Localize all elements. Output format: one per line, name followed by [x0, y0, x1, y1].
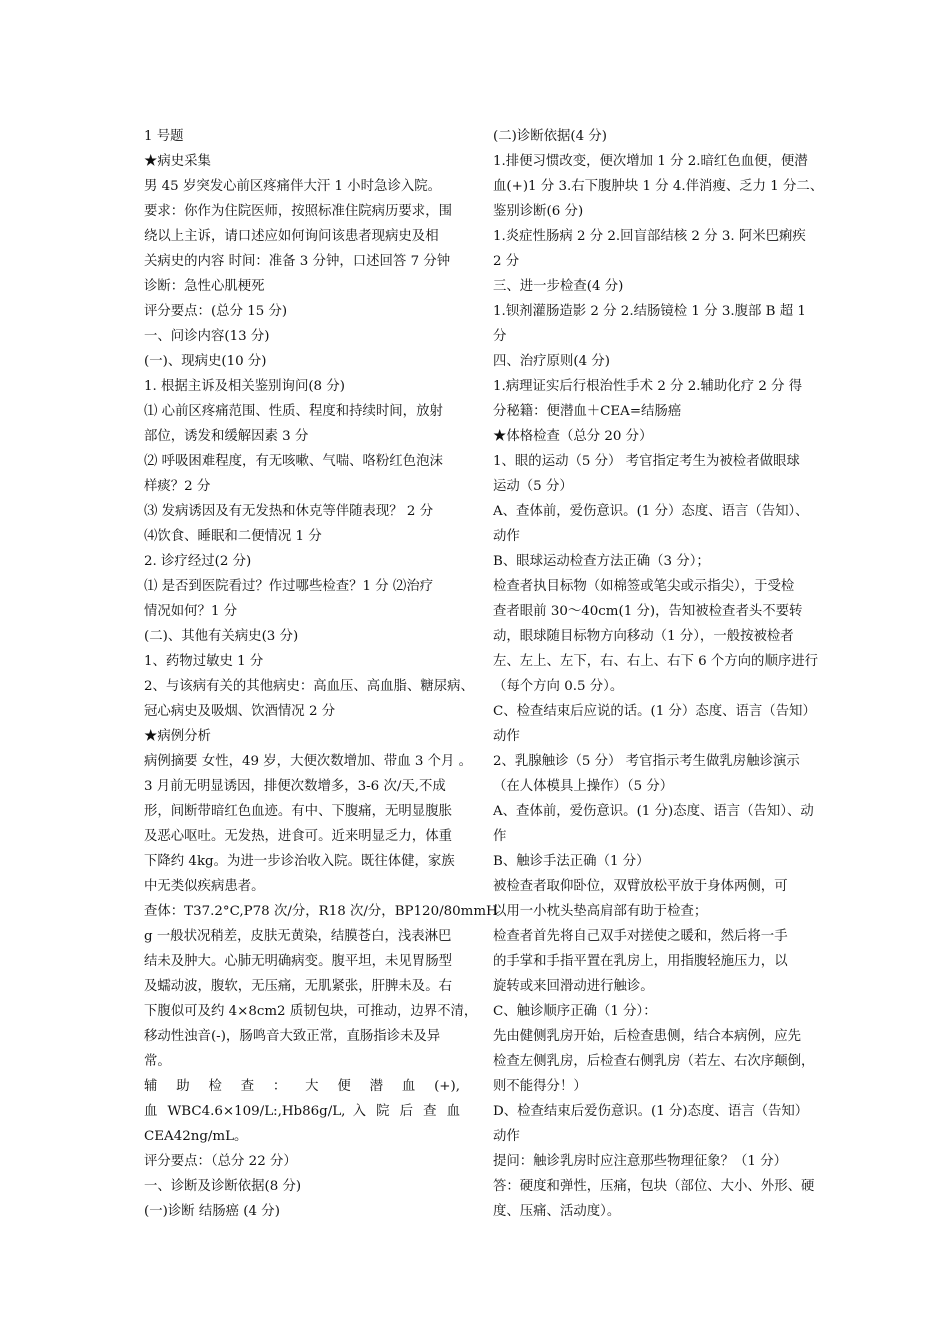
- text-line: 情况如何？1 分: [144, 604, 238, 619]
- text-line: ⑶ 发病诱因及有无发热和休克等伴随表现？ 2 分: [144, 504, 434, 519]
- text-line: 关病史的内容 时间：准备 3 分钟，口述回答 7 分钟: [144, 254, 451, 269]
- text-line: 检查者首先将自己双手对搓使之暖和，然后将一手: [493, 929, 788, 944]
- text-line: 1.排便习惯改变，便次增加 1 分 2.暗红色血便，便潜: [493, 154, 808, 169]
- text-line: (二)、其他有关病史(3 分): [144, 629, 299, 644]
- left-column: [144, 124, 498, 1224]
- text-line: 1.病理证实后行根治性手术 2 分 2.辅助化疗 2 分 得: [493, 379, 803, 394]
- text-line: 一、问诊内容(13 分): [144, 329, 270, 344]
- text-line: B、触诊手法正确（1 分）: [493, 854, 650, 869]
- text-line: 中无类似疾病患者。: [144, 879, 265, 894]
- text-line: 四、治疗原则(4 分): [493, 354, 610, 369]
- text-line: 结未及肿大。心肺无明确病变。腹平坦，未见胃肠型: [144, 954, 452, 969]
- text-line: 答：硬度和弹性，压痛，包块（部位、大小、外形、硬: [493, 1179, 815, 1194]
- text-line: 下腹似可及约 4×8cm2 质韧包块，可推动，边界不清，: [144, 1004, 478, 1019]
- text-line: 绕以上主诉，请口述应如何询问该患者现病史及相: [144, 229, 439, 244]
- text-line: (二)诊断依据(4 分): [493, 129, 608, 144]
- text-line: 被检查者取仰卧位，双臂放松平放于身体两侧，可: [493, 879, 788, 894]
- text-line: 1.炎症性肠病 2 分 2.回盲部结核 2 分 3. 阿米巴痢疾: [493, 229, 806, 244]
- text-line: 部位，诱发和缓解因素 3 分: [144, 429, 309, 444]
- text-line: 2、乳腺触诊（5 分） 考官指示考生做乳房触诊演示: [493, 754, 800, 769]
- text-line: 2 分: [493, 254, 520, 269]
- text-line: 运动（5 分）: [493, 479, 573, 494]
- text-line: 及蠕动波，腹软，无压痛，无肌紧张，肝脾未及。右: [144, 979, 452, 994]
- text-line: 冠心病史及吸烟、饮酒情况 2 分: [144, 704, 336, 719]
- text-line: 1、药物过敏史 1 分: [144, 654, 264, 669]
- text-line: 查体：T37.2°C,P78 次/分，R18 次/分，BP120/80mmH: [144, 904, 498, 919]
- text-line: 左、左上、左下，右、右上、右下 6 个方向的顺序进行: [493, 654, 819, 669]
- text-line: 形，间断带暗红色血迹。有中、下腹痛，无明显腹胀: [144, 804, 452, 819]
- text-line: (一)诊断 结肠癌 (4 分): [144, 1204, 280, 1219]
- text-line: 提问：触诊乳房时应注意那些物理征象？（1 分）: [493, 1154, 787, 1169]
- text-line: 1. 根据主诉及相关鉴别询问(8 分): [144, 379, 345, 394]
- text-line: 分: [493, 329, 507, 344]
- text-line: 作: [493, 829, 507, 844]
- text-line: 血(+)1 分 3.右下腹肿块 1 分 4.伴消瘦、乏力 1 分二、: [493, 179, 824, 194]
- text-line: 及恶心呕吐。无发热，进食可。近来明显乏力，体重: [144, 829, 452, 844]
- text-line: g 一般状况稍差，皮肤无黄染，结膜苍白，浅表淋巴: [144, 929, 452, 944]
- text-line: ⑵ 呼吸困难程度，有无咳嗽、气喘、咯粉红色泡沫: [144, 454, 443, 469]
- text-line: ⑴ 心前区疼痛范围、性质、程度和持续时间，放射: [144, 404, 443, 419]
- text-line: 男 45 岁突发心前区疼痛伴大汗 1 小时急诊入院。: [144, 179, 442, 194]
- text-line: ⑴ 是否到医院看过？作过哪些检查？1 分 ⑵治疗: [144, 579, 434, 594]
- text-line: 下降约 4kg。为进一步诊治收入院。既往体健，家族: [144, 854, 455, 869]
- text-line: CEA42ng/mL。: [144, 1129, 248, 1144]
- text-line: 评分要点：(总分 15 分): [144, 304, 288, 319]
- text-line: 2. 诊疗经过(2 分): [144, 554, 252, 569]
- text-line: 一、诊断及诊断依据(8 分): [144, 1179, 302, 1194]
- text-line: 评分要点：（总分 22 分）: [144, 1154, 297, 1169]
- text-line: C、触诊顺序正确（1 分）：: [493, 1004, 657, 1019]
- text-line: D、检查结束后爱伤意识。(1 分)态度、语言（告知）: [493, 1104, 809, 1119]
- text-line: ★体格检查（总分 20 分）: [493, 429, 653, 444]
- text-line: 旋转或来回滑动进行触诊。: [493, 979, 654, 994]
- text-line: 以用一小枕头垫高肩部有助于检查；: [493, 904, 708, 919]
- text-line: 分秘籍：便潜血＋CEA=结肠癌: [493, 404, 682, 419]
- text-line: 度、压痛、活动度）。: [493, 1204, 621, 1219]
- text-line: 三、进一步检查(4 分): [493, 279, 624, 294]
- text-line: 诊断：急性心肌梗死: [144, 279, 265, 294]
- text-line: 动，眼球随目标物方向移动（1 分），一般按被检者: [493, 629, 794, 644]
- text-line: 则不能得分！）: [493, 1079, 587, 1094]
- text-line: 查者眼前 30～40cm(1 分)，告知被检查者头不要转: [493, 604, 803, 619]
- text-line: 移动性浊音(-)，肠鸣音大致正常，直肠指诊未及异: [144, 1029, 441, 1044]
- text-line: （每个方向 0.5 分）。: [493, 679, 624, 694]
- text-line: C、检查结束后应说的话。(1 分）态度、语言（告知）: [493, 704, 816, 719]
- text-line: 辅 助 检 查 ： 大 便 潜 血 (+),: [144, 1079, 460, 1094]
- text-line: 血 WBC4.6×109/L:,Hb86g/L, 入 院 后 查 血: [144, 1104, 460, 1119]
- text-line: B、眼球运动检查方法正确（3 分）；: [493, 554, 710, 569]
- text-line: ★病史采集: [144, 154, 211, 169]
- text-line: 要求：你作为住院医师，按照标准住院病历要求，围: [144, 204, 452, 219]
- text-line: 先由健侧乳房开始，后检查患侧，结合本病例，应先: [493, 1029, 801, 1044]
- text-line: 1.钡剂灌肠造影 2 分 2.结肠镜检 1 分 3.腹部 B 超 1: [493, 304, 806, 319]
- text-line: 1 号题: [144, 129, 184, 144]
- text-line: A、查体前，爱伤意识。(1 分）态度、语言（告知）、: [493, 504, 809, 519]
- text-line: 检查左侧乳房，后检查右侧乳房（若左、右次序颠倒，: [493, 1054, 815, 1069]
- text-line: 2、与该病有关的其他病史：高血压、高血脂、糖尿病、: [144, 679, 474, 694]
- text-line: 1、眼的运动（5 分） 考官指定考生为被检者做眼球: [493, 454, 800, 469]
- text-line: A、查体前，爱伤意识。(1 分)态度、语言（告知）、动: [493, 804, 814, 819]
- text-line: ⑷饮食、睡眠和二便情况 1 分: [144, 529, 322, 544]
- text-line: 3 月前无明显诱因，排便次数增多，3-6 次/天,不成: [144, 779, 446, 794]
- text-line: ★病例分析: [144, 729, 211, 744]
- text-line: 检查者执目标物（如棉签或笔尖或示指尖），于受检: [493, 579, 795, 594]
- text-line: 病例摘要 女性，49 岁，大便次数增加、带血 3 个月 。: [144, 754, 473, 769]
- text-line: 动作: [493, 729, 520, 744]
- text-line: 鉴别诊断(6 分): [493, 204, 584, 219]
- text-line: （在人体模具上操作）（5 分）: [493, 779, 674, 794]
- text-line: 动作: [493, 1129, 520, 1144]
- text-line: 动作: [493, 529, 520, 544]
- text-line: 的手掌和手指平置在乳房上，用指腹轻施压力，以: [493, 954, 788, 969]
- right-column: [493, 124, 824, 1224]
- text-line: 常。: [144, 1054, 171, 1069]
- text-line: 样痰？2 分: [144, 479, 211, 494]
- text-line: (一)、现病史(10 分): [144, 354, 267, 369]
